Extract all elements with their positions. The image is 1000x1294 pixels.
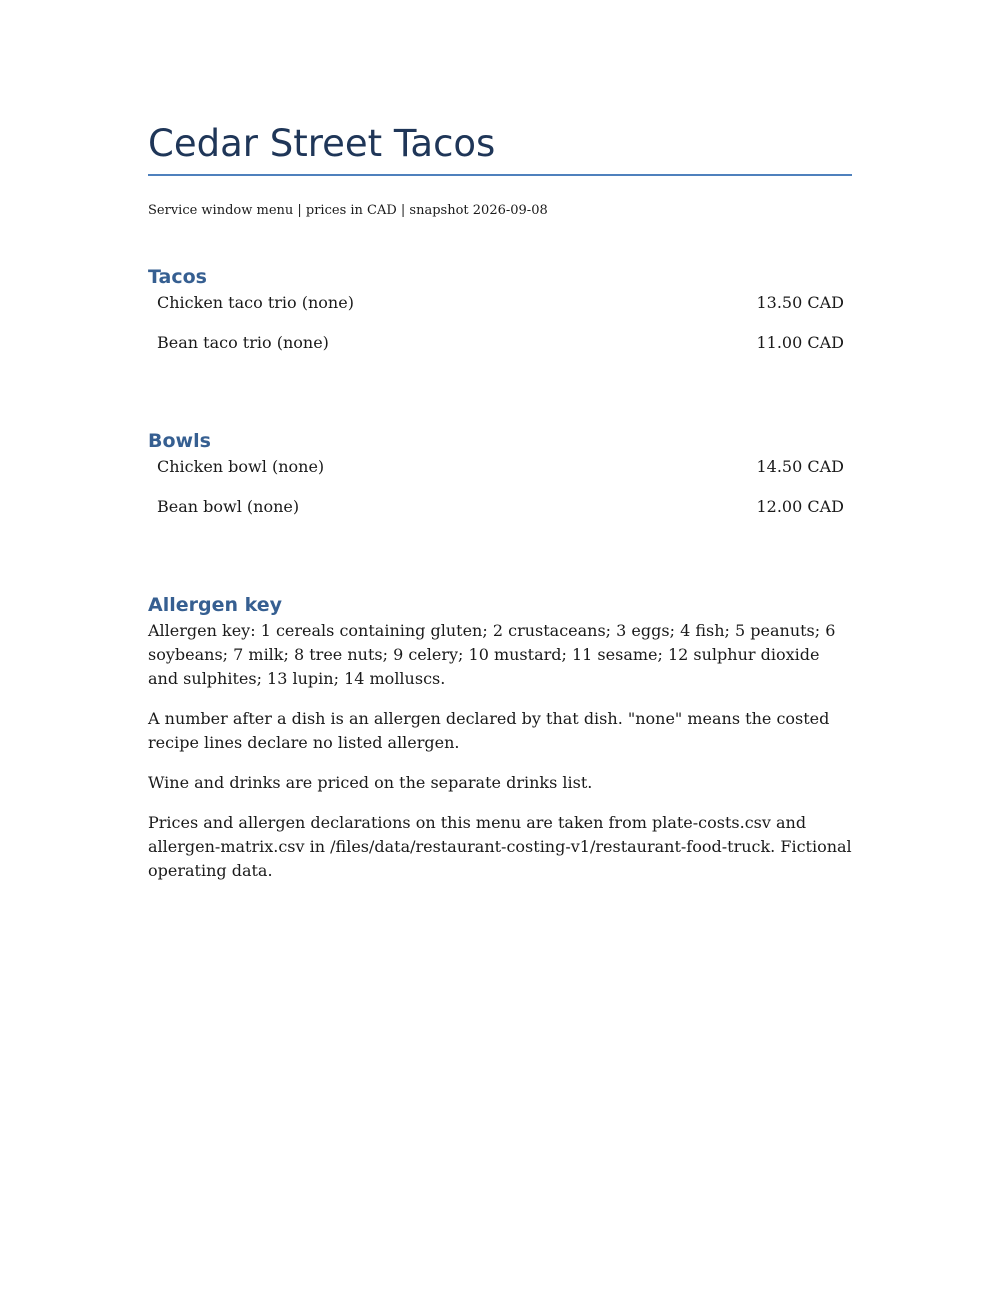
menu-item-price: 13.50 CAD bbox=[756, 293, 844, 312]
drinks-note-paragraph: Wine and drinks are priced on the separate drinks list. bbox=[148, 773, 593, 792]
menu-item-price: 14.50 CAD bbox=[756, 457, 844, 476]
data-source-paragraph: Prices and allergen declarations on this menu are taken from plate-costs.csv and allergen-matrix.csv in /files/data/restaurant-costing-v1/restaurant-food-truck. Fictional operating data. bbox=[148, 813, 852, 880]
section-heading-bowls: Bowls bbox=[148, 430, 211, 452]
menu-row bbox=[148, 456, 852, 496]
menu-item-name: Chicken bowl (none) bbox=[157, 457, 325, 476]
menu-item-name: Bean bowl (none) bbox=[157, 497, 300, 516]
menu-table-bowls bbox=[148, 456, 852, 536]
menu-document bbox=[148, 120, 852, 899]
allergen-key-paragraph: Allergen key: 1 cereals containing gluten; 2 crustaceans; 3 eggs; 4 fish; 5 peanuts; 6 soybeans; 7 milk; 8 tree nuts; 9 celery; 10 mustard; 11 sesame; 12 sulphur dioxide and sulphites; 13 lupin; 14 molluscs. bbox=[148, 621, 836, 688]
menu-row bbox=[148, 292, 852, 332]
section-heading-tacos: Tacos bbox=[148, 266, 207, 288]
menu-item-price: 12.00 CAD bbox=[756, 497, 844, 516]
document-title: Cedar Street Tacos bbox=[148, 120, 852, 176]
menu-row bbox=[148, 332, 852, 372]
menu-row bbox=[148, 496, 852, 536]
menu-item-name: Chicken taco trio (none) bbox=[157, 293, 354, 312]
section-heading-allergen-key: Allergen key bbox=[148, 594, 283, 616]
menu-table-tacos bbox=[148, 292, 852, 372]
menu-item-name: Bean taco trio (none) bbox=[157, 333, 329, 352]
menu-item-price: 11.00 CAD bbox=[756, 333, 844, 352]
document-subtitle: Service window menu | prices in CAD | snapshot 2026-09-08 bbox=[148, 203, 548, 218]
allergen-explanation-paragraph: A number after a dish is an allergen declared by that dish. "none" means the costed recipe lines declare no listed allergen. bbox=[148, 709, 830, 752]
